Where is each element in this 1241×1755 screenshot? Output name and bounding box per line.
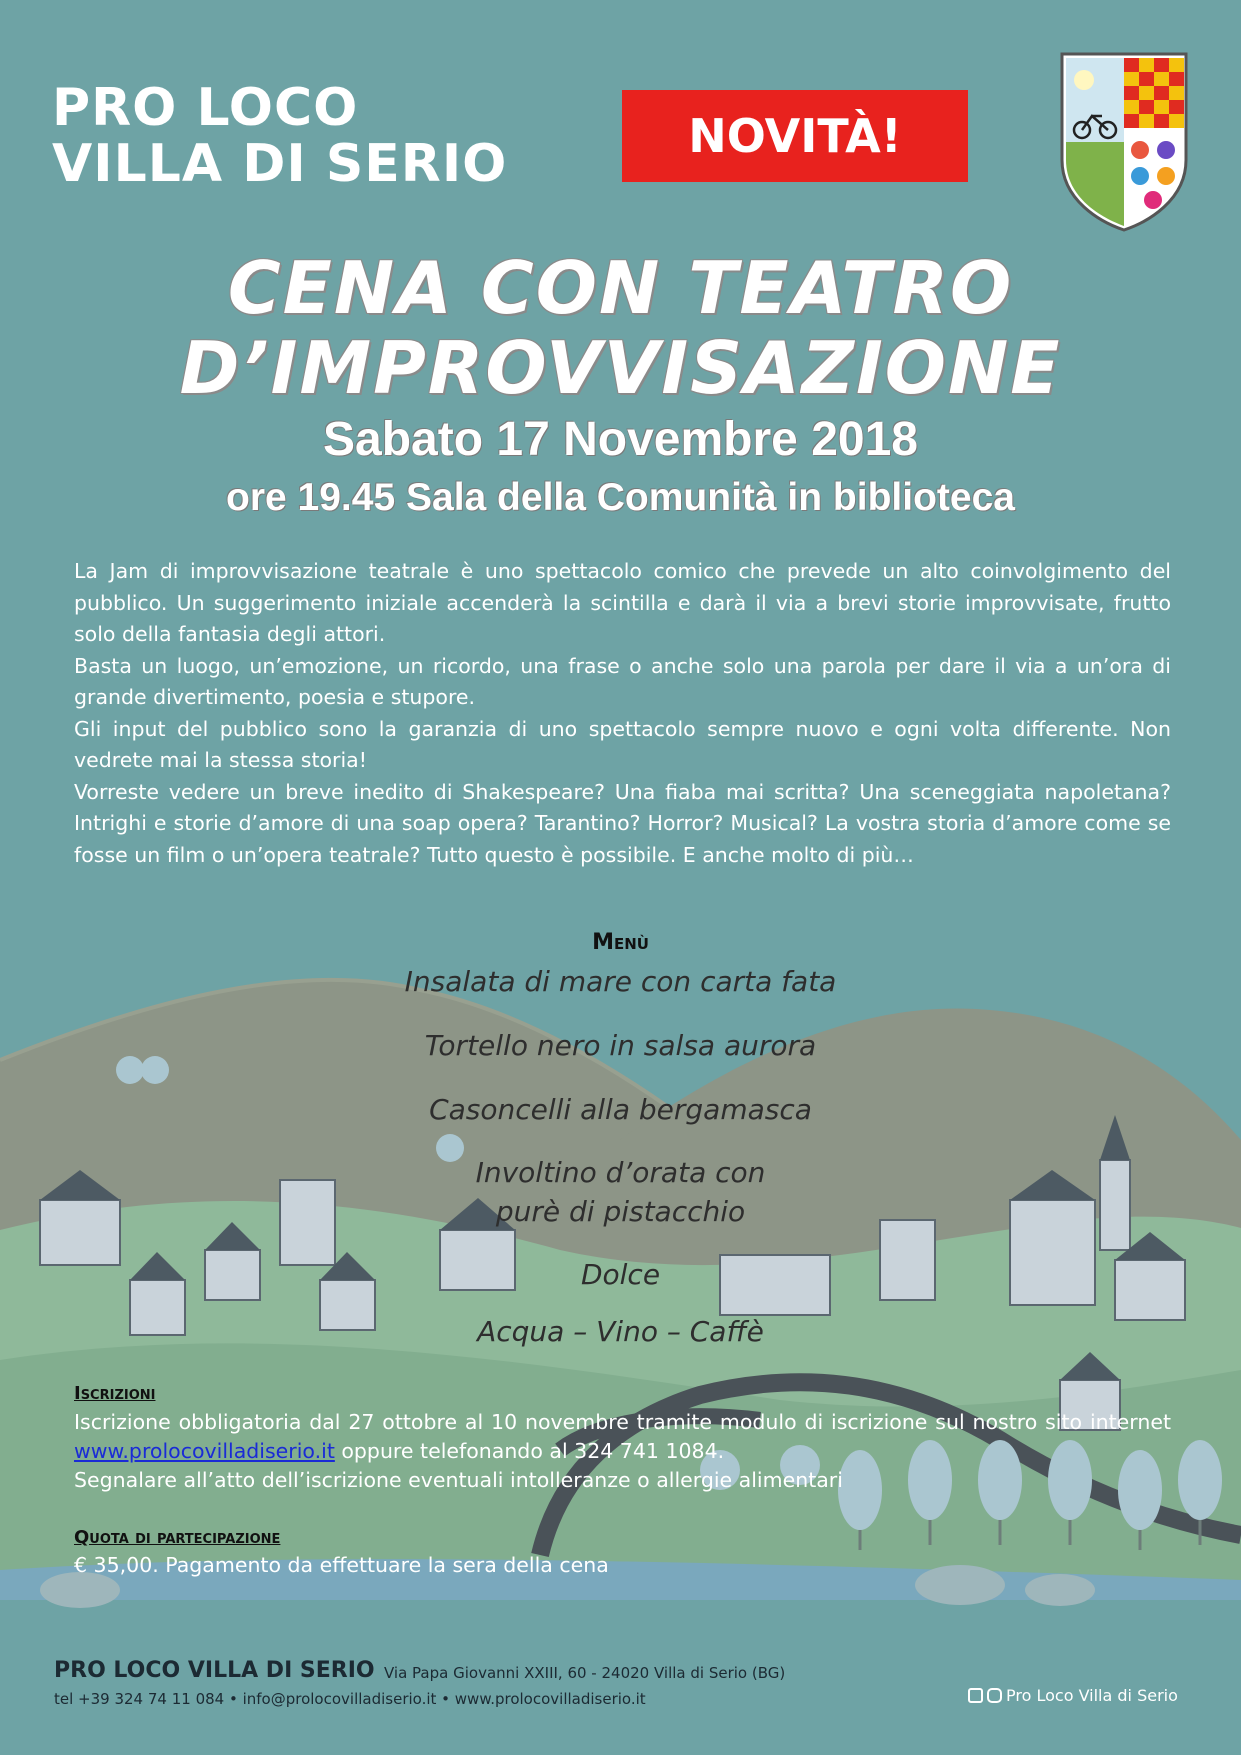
menu-item: Involtino d’orata con <box>475 1156 766 1189</box>
event-description <box>74 556 1171 871</box>
menu-item: purè di pistacchio <box>495 1195 746 1228</box>
registration-text <box>74 1408 1171 1495</box>
event-title-line-2: D’IMPROVVISAZIONE <box>179 326 1062 410</box>
description-paragraph: Vorreste vedere un breve inedito di Shakespeare? Una fiaba mai scritta? Una sceneggiata napoletana? Intrighi e storie d’amore di una soap opera? Tarantino? Horror? Musical? La vostra storia d’amore come se fosse un film o un’opera teatrale? Tutto questo è possibile. E anche molto di più… <box>74 779 1171 867</box>
organization-name <box>52 80 507 192</box>
description-paragraph: La Jam di improvvisazione teatrale è uno spettacolo comico che prevede un alto coinvolgimento del pubblico. Un suggerimento iniziale accenderà la scintilla e darà il via a brevi storie improvvisate, frutto solo della fantasia degli attori. <box>74 559 1171 646</box>
menu-item: Acqua – Vino – Caffè <box>477 1315 764 1348</box>
instagram-icon[interactable] <box>987 1688 1002 1703</box>
registration-paragraph <box>74 1408 1171 1466</box>
org-line-1: PRO LOCO <box>52 78 359 138</box>
social-handle: Pro Loco Villa di Serio <box>1006 1686 1178 1705</box>
event-time-place: ore 19.45 Sala della Comunità in biblioteca <box>226 476 1015 519</box>
footer-contacts: tel +39 324 74 11 084 • info@prolocovilladiserio.it • www.prolocovilladiserio.it <box>54 1690 646 1708</box>
event-title-line-1: CENA CON TEATRO <box>227 246 1014 330</box>
menu-item: Insalata di mare con carta fata <box>404 965 837 998</box>
footer-org-name: PRO LOCO VILLA DI SERIO <box>54 1658 375 1683</box>
fee-title: Quota di partecipazione <box>74 1527 281 1548</box>
website-link[interactable]: www.prolocovilladiserio.it <box>74 1439 335 1463</box>
registration-note: Segnalare all’atto dell’iscrizione eventuali intolleranze o allergie alimentari <box>74 1468 843 1492</box>
menu-item: Dolce <box>580 1258 661 1291</box>
footer-address: Via Papa Giovanni XXIII, 60 - 24020 Villa di Serio (BG) <box>384 1664 786 1682</box>
menu-title: Menù <box>592 930 649 955</box>
menu-item: Casoncelli alla bergamasca <box>429 1093 812 1126</box>
event-date: Sabato 17 Novembre 2018 <box>323 413 918 466</box>
footer-social <box>968 1686 1178 1705</box>
registration-text-start: Iscrizione obbligatoria dal 27 ottobre al 10 novembre tramite modulo di iscrizione sul nostro sito internet <box>74 1410 1171 1434</box>
registration-text-end: oppure telefonando al 324 741 1084. <box>334 1439 725 1463</box>
coat-of-arms-logo <box>1058 50 1190 234</box>
description-paragraph: Basta un luogo, un’emozione, un ricordo, una frase o anche solo una parola per dare il via a un’ora di grande divertimento, poesia e stupore. <box>74 653 1171 709</box>
org-line-2: VILLA DI SERIO <box>52 134 508 194</box>
menu-item: Tortello nero in salsa aurora <box>424 1029 817 1062</box>
fee-text: € 35,00. Pagamento da effettuare la sera della cena <box>74 1553 609 1577</box>
registration-title: Iscrizioni <box>74 1383 156 1404</box>
novita-badge: NOVITÀ! <box>622 90 968 182</box>
facebook-icon[interactable] <box>968 1688 983 1703</box>
description-paragraph: Gli input del pubblico sono la garanzia di uno spettacolo sempre nuovo e ogni volta differente. Non vedrete mai la stessa storia! <box>74 716 1171 772</box>
